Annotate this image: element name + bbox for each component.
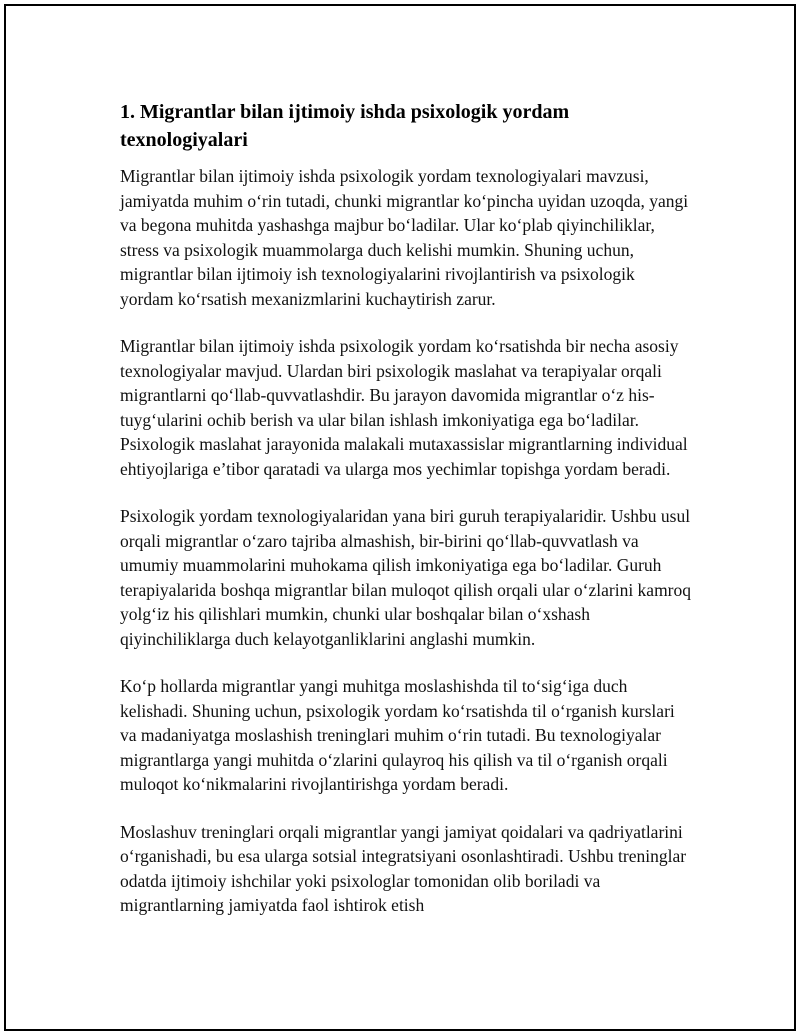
- paragraph-1: Migrantlar bilan ijtimoiy ishda psixologik yordam texnologiyalari mavzusi, jamiyatda muhim o‘rin tutadi, chunki migrantlar ko‘pincha uyidan uzoqda, yangi va begona muhitda yashashga majbur bo‘ladilar. Ular ko‘plab qiyinchiliklar, stress va psixologik muammolarga duch kelishi mumkin. Shuning uchun, migrantlar bilan ijtimoiy ish texnologiyalarini rivojlantirish va psixologik yordam ko‘rsatish mexanizmlarini kuchaytirish zarur.: [120, 166, 689, 309]
- document-body: [120, 98, 692, 941]
- paragraph-2: Migrantlar bilan ijtimoiy ishda psixologik yordam ko‘rsatishda bir necha asosiy texnologiyalar mavjud. Ulardan biri psixologik maslahat va terapiyalar orqali migrantlarni qo‘llab-quvvatlashdir. Bu jarayon davomida migrantlar o‘z his-tuyg‘ularini ochib berish va ular bilan ishlash imkoniyatiga ega bo‘ladilar. Psixologik maslahat jarayonida malakali mutaxassislar migrantlarning individual ehtiyojlariga e’tibor qaratadi va ularga mos yechimlar topishga yordam beradi.: [120, 336, 688, 479]
- paragraph-5: Moslashuv treninglari orqali migrantlar yangi jamiyat qoidalari va qadriyatlarini o‘rganishadi, bu esa ularga sotsial integratsiyani osonlashtiradi. Ushbu treninglar odatda ijtimoiy ishchilar yoki psixologlar tomonidan olib boriladi va migrantlarning jamiyatda faol ishtirok etish: [120, 821, 687, 915]
- document-page: [4, 4, 796, 1031]
- document-title: 1. Migrantlar bilan ijtimoiy ishda psixologik yordam texnologiyalari: [120, 101, 570, 151]
- paragraph-3: Psixologik yordam texnologiyalaridan yana biri guruh terapiyalaridir. Ushbu usul orqali migrantlar o‘zaro tajriba almashish, bir-birini qo‘llab-quvvatlash va umumiy muammolarini muhokama qilish imkoniyatiga ega bo‘ladilar. Guruh terapiyalarida boshqa migrantlar bilan muloqot qilish orqali ular o‘zlarini kamroq yolg‘iz his qilishlari mumkin, chunki ular boshqalar bilan o‘xshash qiyinchiliklarga duch kelayotganliklarini anglashi mumkin.: [120, 506, 692, 649]
- paragraph-4: Ko‘p hollarda migrantlar yangi muhitga moslashishda til to‘sig‘iga duch kelishadi. Shuning uchun, psixologik yordam ko‘rsatishda til o‘rganish kurslari va madaniyatga moslashish treninglari muhim o‘rin tutadi. Bu texnologiyalar migrantlarga yangi muhitda o‘zlarini qulayroq his qilish va til o‘rganish orqali muloqot ko‘nikmalarini rivojlantirishga yordam beradi.: [120, 676, 675, 794]
